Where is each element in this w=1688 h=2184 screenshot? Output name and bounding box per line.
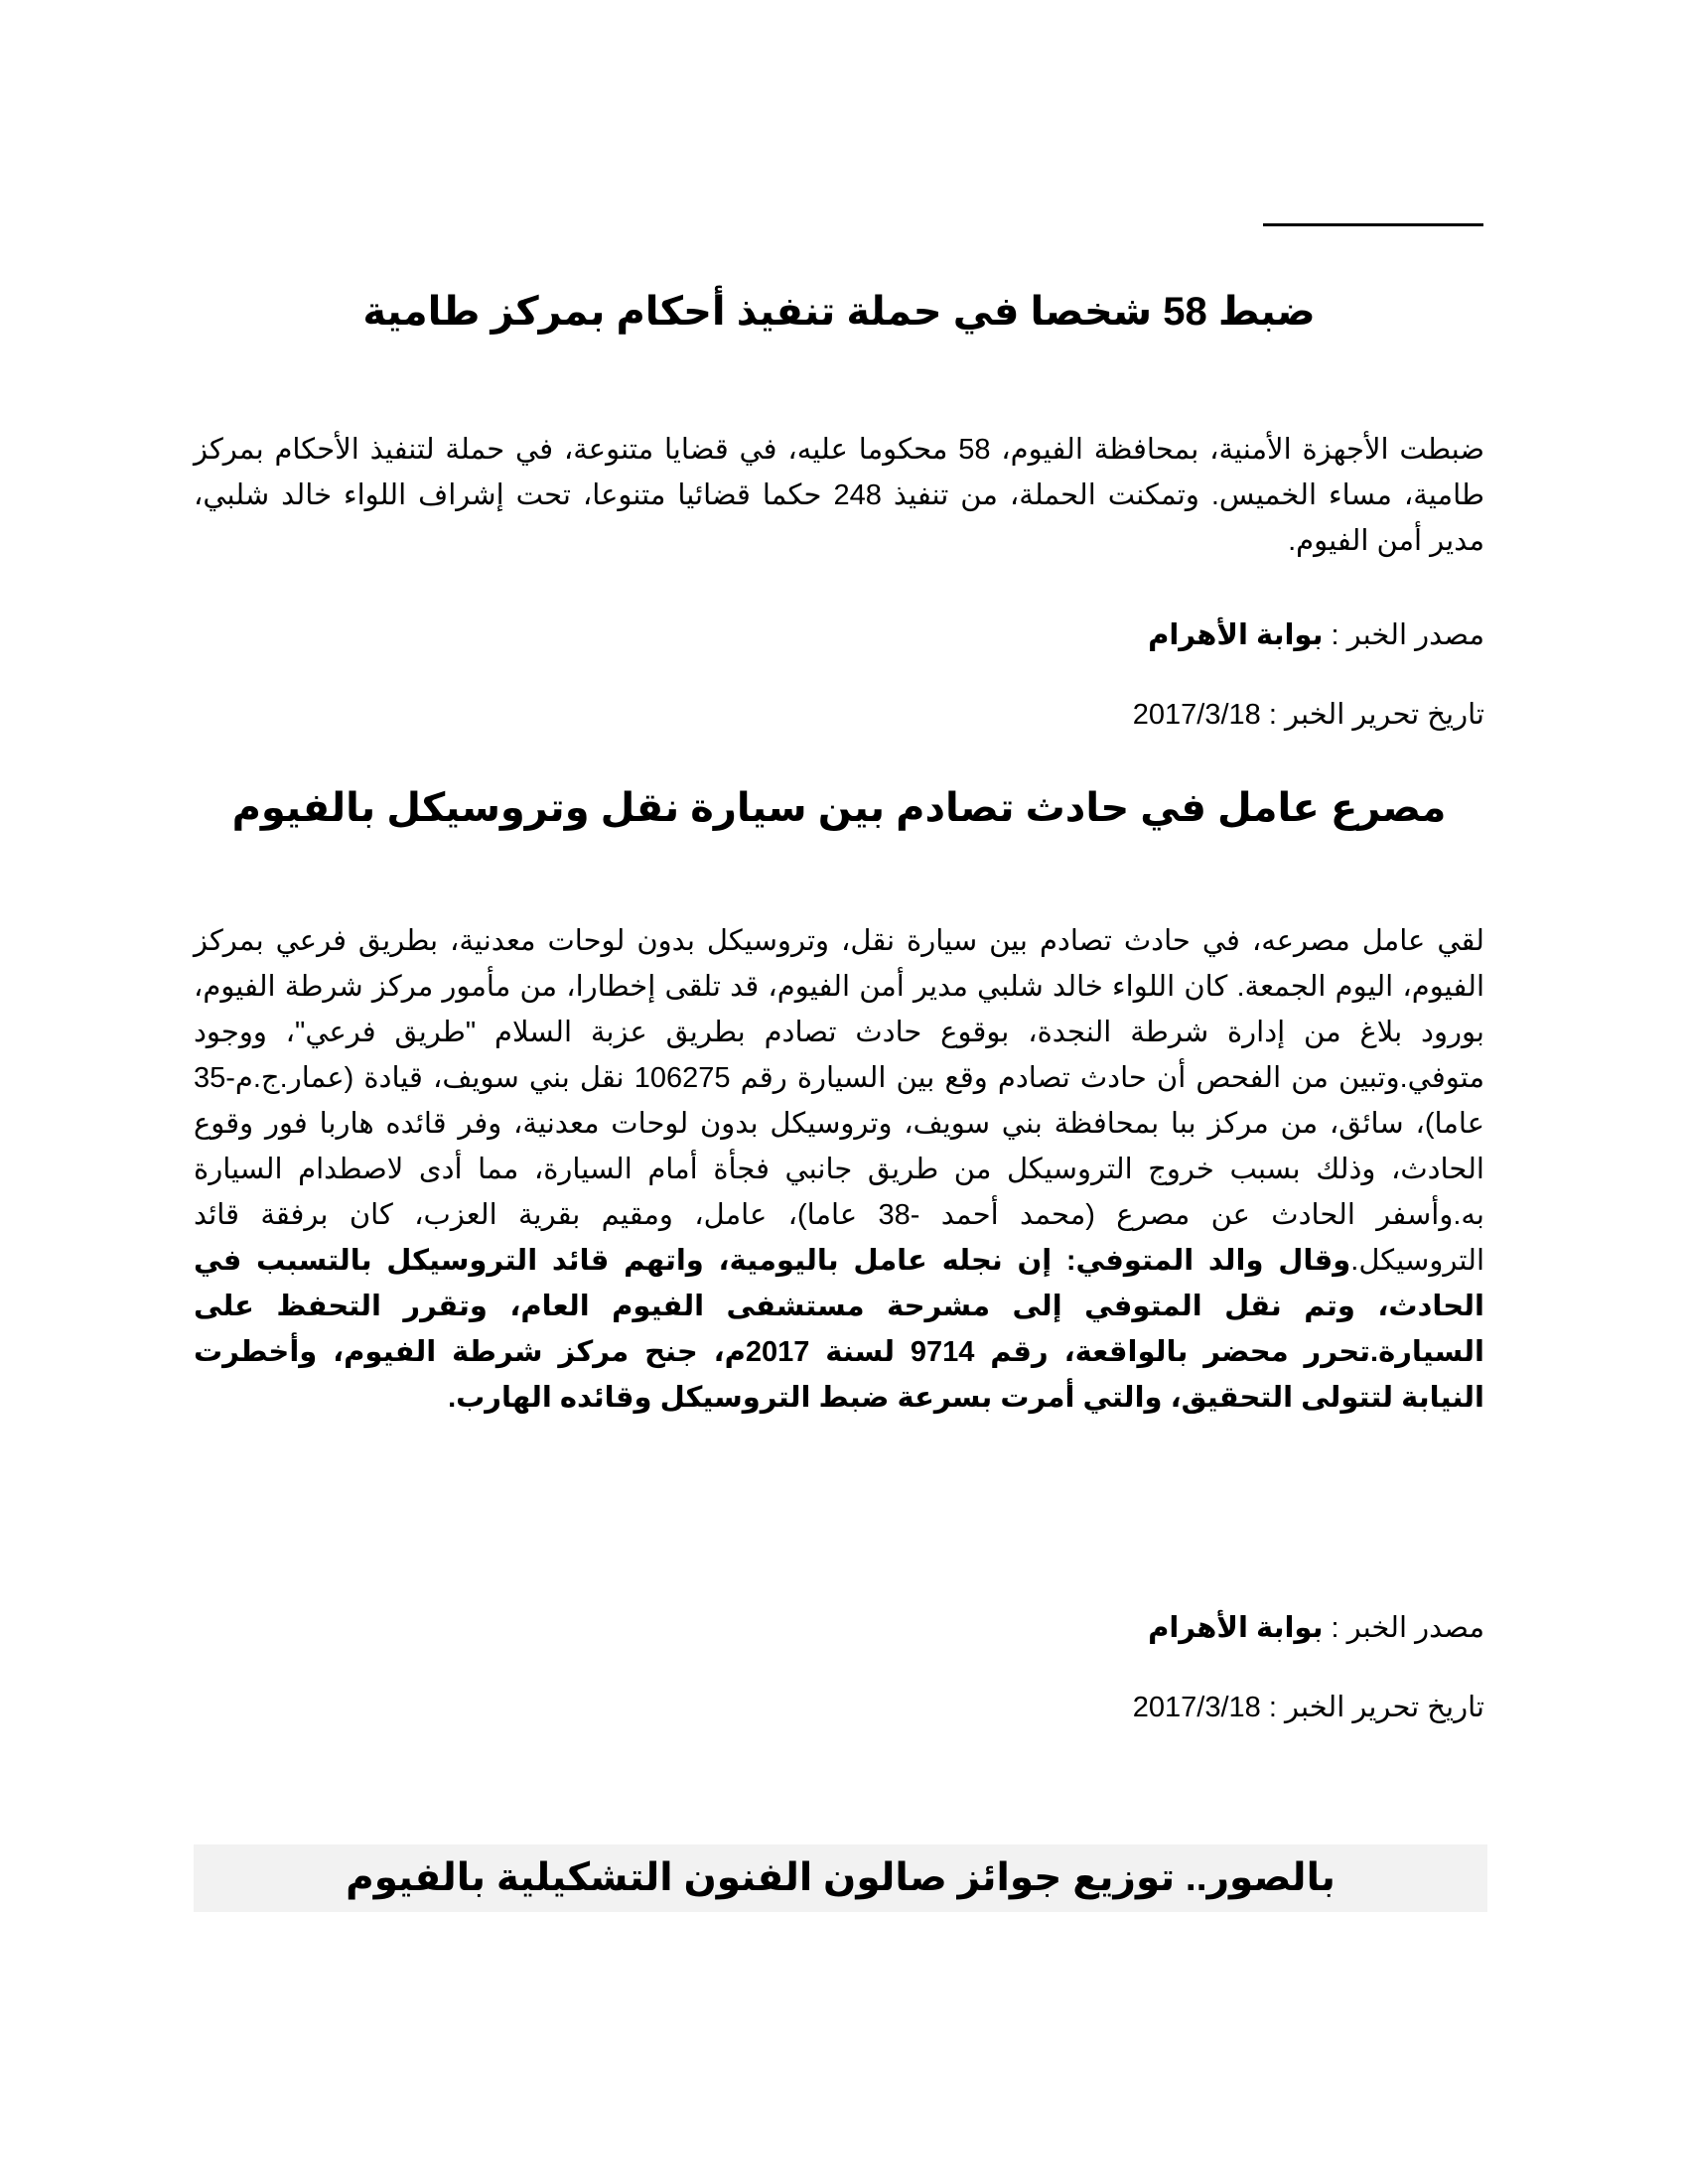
article-2-body-block [194,918,1484,1421]
article-1-source-line [194,615,1484,655]
article-2-source-label: مصدر الخبر : [1331,1612,1484,1644]
article-1-source-value: بوابة الأهرام [1148,619,1324,651]
article-1-headline: ضبط 58 شخصا في حملة تنفيذ أحكام بمركز طامية [362,290,1316,334]
article-1-headline-block [194,288,1484,336]
article-3-headline: بالصور.. توزيع جوائز صالون الفنون التشكيلية بالفيوم [346,1856,1336,1899]
article-1-body-block [194,427,1484,564]
article-1-body: ضبطت الأجهزة الأمنية، بمحافظة الفيوم، 58 محكوما عليه، في قضايا متنوعة، في حملة لتنفيذ الأحكام بمركز طامية، مساء الخميس. وتمكنت الحملة، من تنفيذ 248 حكما قضائيا متنوعا، تحت إشراف اللواء خالد شلبي، مدير أمن الفيوم. [194,434,1485,557]
article-1-source-label: مصدر الخبر : [1331,619,1484,651]
article-3-headline-band [194,1844,1487,1912]
article-2-body-regular: لقي عامل مصرعه، في حادث تصادم بين سيارة نقل، وتروسيكل بدون لوحات معدنية، بطريق فرعي بمركز الفيوم، اليوم الجمعة. كان اللواء خالد شلبي مدير أمن الفيوم، قد تلقى إخطارا، من مأمور مركز شرطة الفيوم، بورود بلاغ من إدارة شرطة النجدة، بوقوع حادث تصادم بطريق عزبة السلام "طريق فرعي"، ووجود متوفي.وتبين من الفحص أن حادث تصادم وقع بين السيارة رقم 106275 نقل بني سويف، قيادة (عمار.ج.م-35 عاما)، سائق، من مركز ببا بمحافظة بني سويف، وتروسيكل بدون لوحات معدنية، وفر قائده هاربا فور وقوع الحادث، وذلك بسبب خروج التروسيكل من طريق جانبي فجأة أمام السيارة، مما أدى لاصطدام السيارة به.وأسفر الحادث عن مصرع (محمد أحمد -38 عاما)، عامل، ومقيم بقرية العزب، كان برفقة قائد التروسيكل. [194,925,1484,1277]
article-2-headline: مصرع عامل في حادث تصادم بين سيارة نقل وتروسيكل بالفيوم [231,786,1447,830]
article-2-date-line [194,1688,1484,1727]
article-2-date-value: 2017/3/18 [1132,1692,1261,1723]
article-2-body-emphasis: وقال والد المتوفي: إن نجله عامل باليومية، واتهم قائد التروسيكل بالتسبب في الحادث، وتم نقل المتوفي إلى مشرحة مستشفى الفيوم العام، وتقرر التحفظ على السيارة.تحرر محضر بالواقعة، رقم 9714 لسنة 2017م، جنح مركز شرطة الفيوم، وأخطرت النيابة لتتولى التحقيق، والتي أمرت بسرعة ضبط التروسيكل وقائده الهارب. [194,1245,1484,1414]
article-1-date-value: 2017/3/18 [1132,699,1261,731]
article-2-source-value: بوابة الأهرام [1148,1612,1324,1644]
article-1-date-line [194,695,1484,735]
article-1-date-label: تاريخ تحرير الخبر : [1268,699,1484,731]
article-2-source-line [194,1608,1484,1648]
article-2-headline-block [194,784,1484,832]
top-horizontal-rule [1263,223,1483,226]
article-2-body [194,918,1484,1421]
article-2-date-label: تاريخ تحرير الخبر : [1268,1692,1484,1723]
